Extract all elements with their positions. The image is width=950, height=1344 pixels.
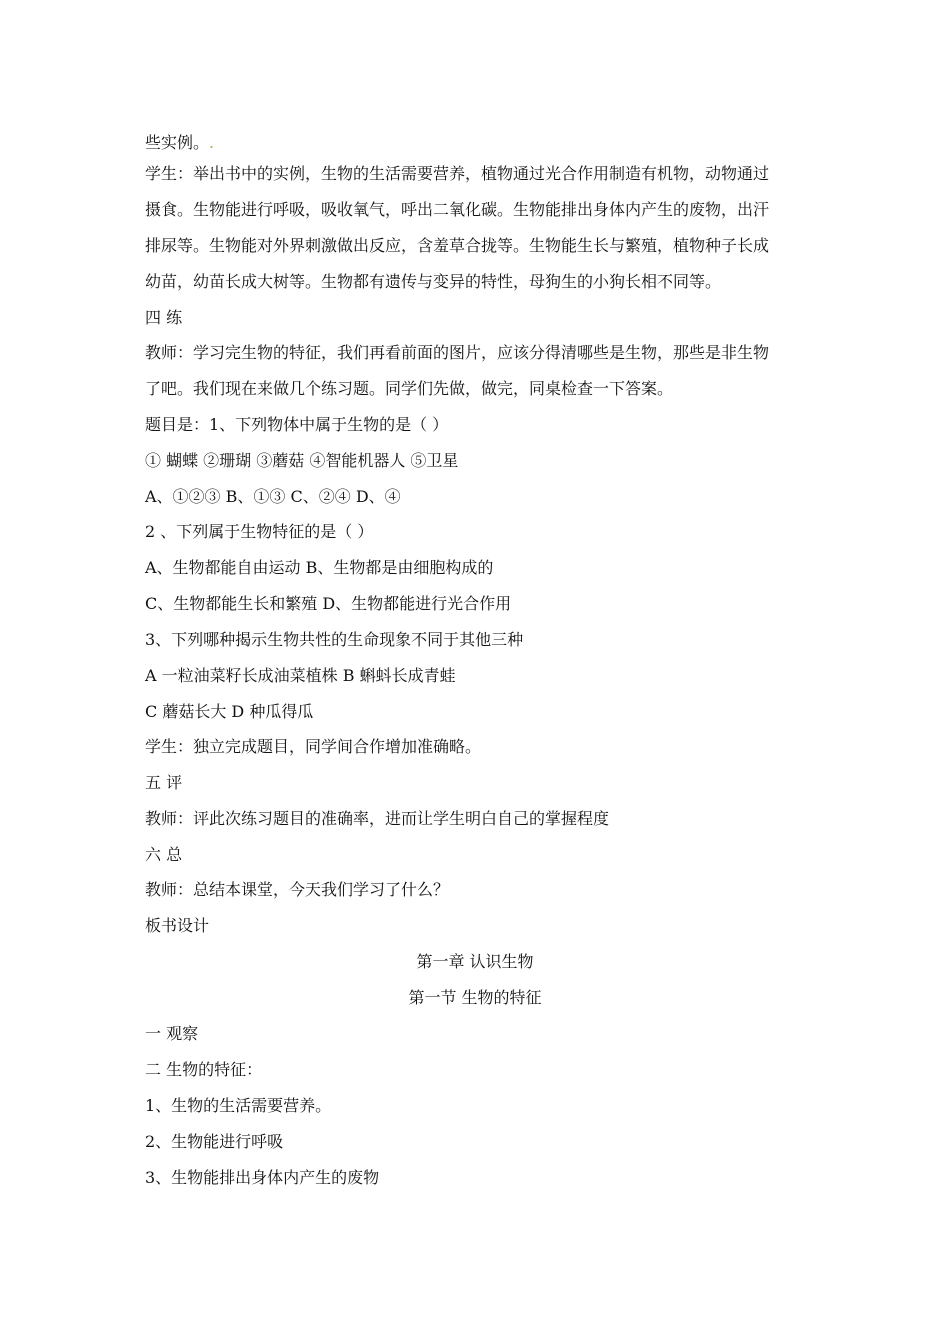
paragraph-line: 摄食。生物能进行呼吸，吸收氧气，呼出二氧化碳。生物能排出身体内产生的废物，出汗	[145, 200, 770, 219]
outline-item: 1、生物的生活需要营养。	[145, 1096, 332, 1115]
question-options: ① 蝴蝶 ②珊瑚 ③蘑菇 ④智能机器人 ⑤卫星	[145, 451, 459, 470]
question-answers: C 蘑菇长大 D 种瓜得瓜	[145, 702, 314, 721]
chapter-title: 第一章 认识生物	[416, 952, 534, 971]
paragraph-line: 学生：独立完成题目，同学间合作增加准确略。	[145, 737, 482, 756]
question-line: 题目是：1、下列物体中属于生物的是（ ）	[145, 415, 449, 434]
question-answers: A、生物都能自由运动 B、生物都是由细胞构成的	[145, 558, 494, 577]
paragraph-line: 学生：举出书中的实例，生物的生活需要营养，植物通过光合作用制造有机物，动物通过	[145, 164, 770, 183]
paragraph-line: 教师：学习完生物的特征，我们再看前面的图片，应该分得清哪些是生物，那些是非生物	[145, 343, 770, 362]
section-heading: 四 练	[145, 308, 183, 327]
paragraph-line: 幼苗，幼苗长成大树等。生物都有遗传与变异的特性，母狗生的小狗长相不同等。	[145, 272, 722, 291]
paragraph-line: 了吧。我们现在来做几个练习题。同学们先做，做完，同桌检查一下答案。	[145, 379, 674, 398]
paragraph-line: 教师：总结本课堂，今天我们学习了什么？	[145, 880, 450, 899]
section-heading: 板书设计	[145, 916, 210, 935]
accent-dot: .	[209, 133, 215, 152]
question-answers: A 一粒油菜籽长成油菜植株 B 蝌蚪长成青蛙	[145, 666, 456, 685]
question-line: 2 、下列属于生物特征的是（ ）	[145, 522, 374, 541]
question-answers: C、生物都能生长和繁殖 D、生物都能进行光合作用	[145, 594, 512, 613]
section-title: 第一节 生物的特征	[408, 988, 542, 1007]
paragraph-line: 排尿等。生物能对外界刺激做出反应，含羞草合拢等。生物能生长与繁殖，植物种子长成	[145, 236, 770, 255]
outline-item: 二 生物的特征：	[145, 1060, 263, 1079]
question-answers: A、①②③ B、①③ C、②④ D、④	[145, 487, 401, 506]
section-heading: 五 评	[145, 773, 183, 792]
paragraph-line: 些实例。.	[145, 133, 215, 152]
paragraph-line: 教师：评此次练习题目的准确率，进而让学生明白自己的掌握程度	[145, 809, 610, 828]
outline-item: 一 观察	[145, 1024, 199, 1043]
section-heading: 六 总	[145, 845, 183, 864]
question-line: 3、下列哪种揭示生物共性的生命现象不同于其他三种	[145, 630, 524, 649]
outline-item: 2、生物能进行呼吸	[145, 1132, 284, 1151]
outline-item: 3、生物能排出身体内产生的废物	[145, 1168, 380, 1187]
